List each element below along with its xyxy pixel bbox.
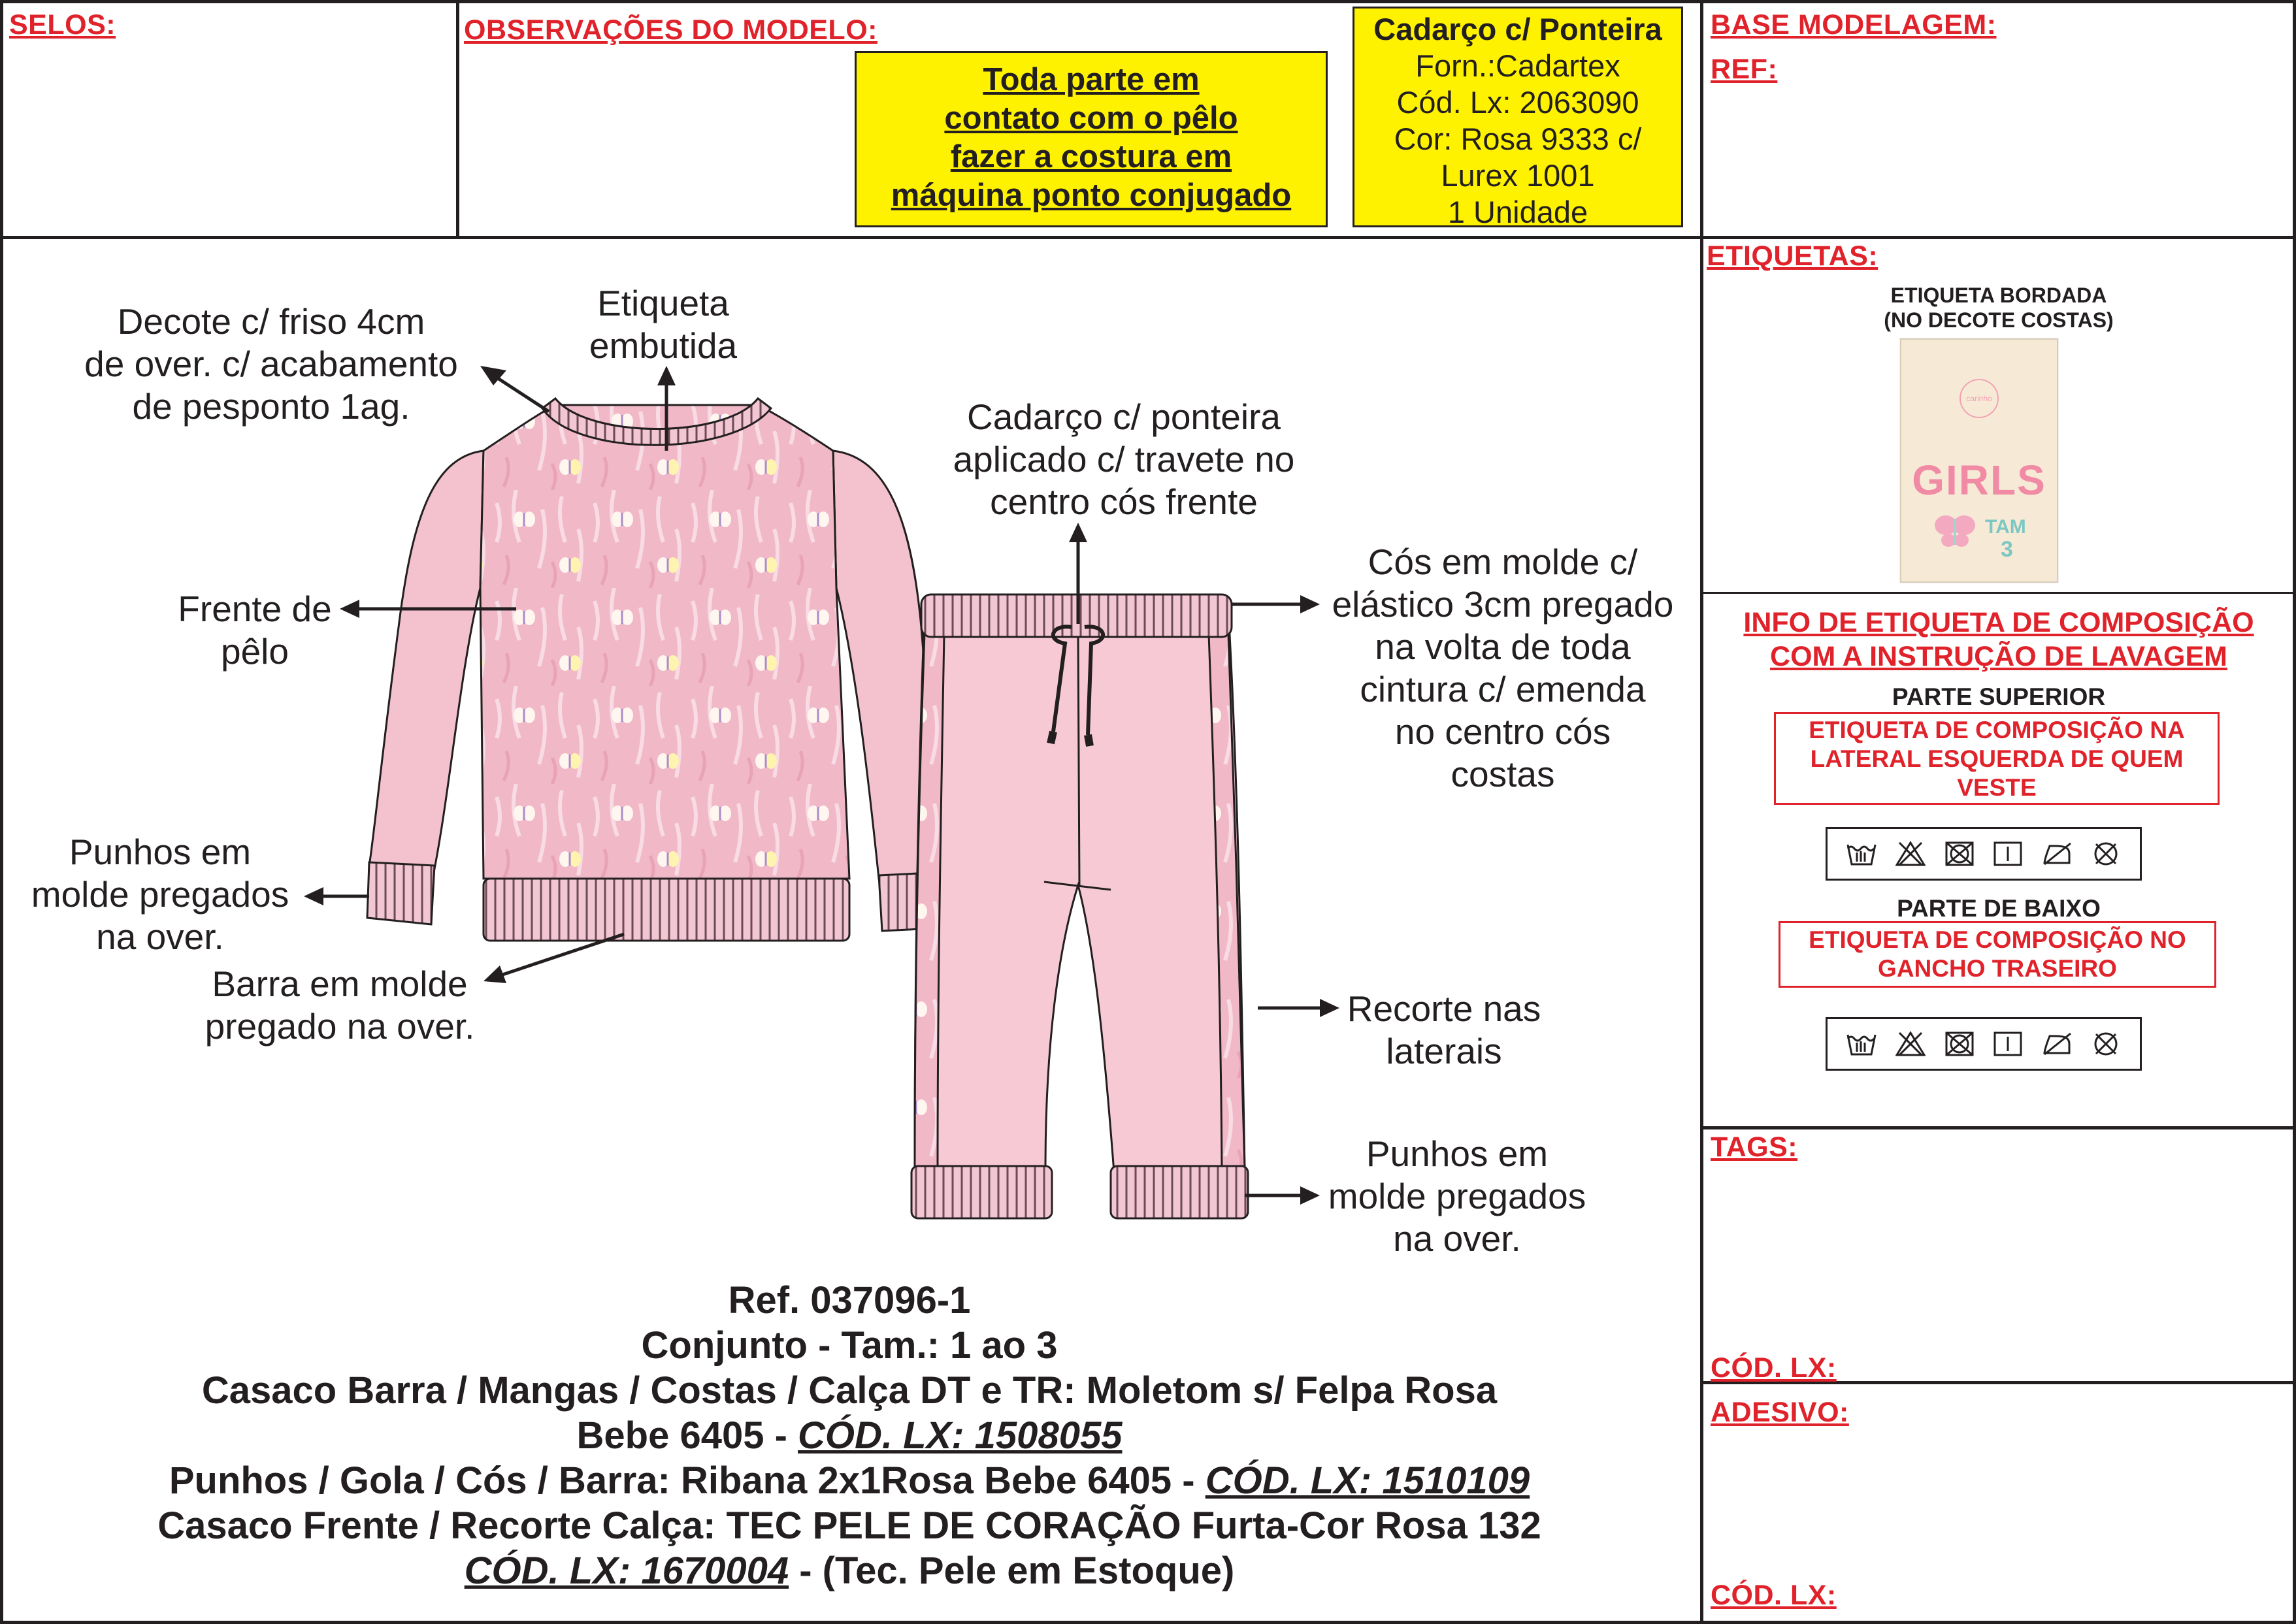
sewing-note-line: fazer a costura em [950, 139, 1232, 174]
iron-low-icon [2042, 1029, 2072, 1059]
recorte-annotation [1326, 988, 1562, 1073]
info-title-line: INFO DE ETIQUETA DE COMPOSIÇÃO [1743, 607, 2254, 638]
line-dry-icon [1993, 1029, 2023, 1059]
cos-line: elástico 3cm pregado [1332, 584, 1674, 625]
punhos-line: na over. [1393, 1218, 1521, 1259]
info-title-line: COM A INSTRUÇÃO DE LAVAGEM [1770, 641, 2227, 672]
punhos-line: molde pregados [31, 874, 289, 915]
label-brand-logo [1960, 379, 1999, 418]
fabric-code: CÓD. LX: 1508055 [798, 1414, 1123, 1457]
fabric-text: Bebe 6405 - [576, 1414, 798, 1457]
cadarco-note-line: aplicado c/ travete no [953, 439, 1295, 479]
no-bleach-icon [1895, 839, 1926, 869]
etiqueta-annotation [549, 282, 778, 367]
recorte-line: Recorte nas [1347, 988, 1541, 1029]
no-dry-clean-icon [2091, 839, 2121, 869]
fabric-code: CÓD. LX: 1510109 [1205, 1459, 1530, 1502]
sweater-left-sleeve [369, 451, 484, 869]
superior-composition-box [1774, 712, 2220, 805]
care-symbols-baixo [1826, 1017, 2142, 1071]
fabric-code: CÓD. LX: 1670004 [464, 1550, 789, 1592]
product-ref: Ref. 037096-1 [728, 1279, 971, 1322]
parte-superior-label: PARTE SUPERIOR [1892, 683, 2106, 710]
cos-line: Cós em molde c/ [1368, 542, 1638, 582]
base-modelagem-label: BASE MODELAGEM: [1711, 9, 1997, 41]
cos-line: costas [1451, 754, 1555, 794]
line-dry-icon [1993, 839, 2023, 869]
decote-annotation [65, 300, 477, 428]
cadarco-line: Cor: Rosa 9333 c/ [1394, 122, 1642, 156]
product-description [13, 1278, 1686, 1593]
label-girls-text: GIRLS [1912, 457, 2046, 504]
cadarco-line: 1 Unidade [1447, 195, 1588, 229]
fabric-line [13, 1458, 1686, 1503]
pants-left-cuff [911, 1166, 1052, 1218]
decote-line: de pesponto 1ag. [132, 386, 410, 427]
caption-line: ETIQUETA BORDADA [1890, 284, 2107, 307]
adesivo-label: ADESIVO: [1711, 1397, 1849, 1428]
frente-line: Frente de [178, 589, 332, 629]
tags-divider [1700, 1126, 2296, 1129]
recorte-line: laterais [1386, 1031, 1502, 1071]
punhos-calca-annotation [1313, 1133, 1601, 1260]
cos-line: no centro cós [1394, 711, 1611, 752]
observacoes-label: OBSERVAÇÕES DO MODELO: [464, 14, 877, 46]
cadarco-line: Cód. Lx: 2063090 [1396, 85, 1639, 120]
iron-low-icon [2042, 839, 2072, 869]
pants-center-seam [1078, 637, 1079, 885]
decote-line: de over. c/ acabamento [84, 344, 458, 384]
cadarco-annotation [895, 396, 1353, 523]
etiqueta-bordada-caption [1707, 283, 2291, 333]
barra-line: Barra em molde [212, 964, 468, 1004]
embroidered-label-image [1900, 338, 2058, 583]
care-symbols-superior [1826, 827, 2142, 881]
fabric-line [13, 1548, 1686, 1593]
label-butterfly-icon [1933, 511, 1978, 553]
barra-line: pregado na over. [205, 1006, 475, 1047]
no-tumble-dry-icon [1944, 1029, 1975, 1059]
sewing-note-line: máquina ponto conjugado [891, 178, 1292, 213]
cadarco-title: Cadarço c/ Ponteira [1373, 12, 1662, 46]
tags-label: TAGS: [1711, 1131, 1798, 1163]
fabric-text: - (Tec. Pele em Estoque) [789, 1550, 1235, 1592]
info-composicao-title [1707, 606, 2291, 674]
etiqueta-line: embutida [589, 325, 738, 366]
cod-lx-tags-label: CÓD. LX: [1711, 1352, 1837, 1384]
cadarco-note-line: Cadarço c/ ponteira [967, 397, 1281, 437]
no-dry-clean-icon [2091, 1029, 2121, 1059]
punhos-line: Punhos em [1366, 1133, 1549, 1174]
no-bleach-icon [1895, 1029, 1926, 1059]
etiqueta-line: Etiqueta [597, 283, 729, 323]
pants-right-cuff [1111, 1166, 1248, 1218]
frente-line: pêlo [221, 631, 289, 672]
label-size-text: 3 [2001, 537, 2013, 562]
frente-annotation [150, 588, 359, 673]
fabric-line [13, 1413, 1686, 1458]
punhos-casaco-annotation [16, 831, 304, 958]
punhos-line: Punhos em [69, 832, 252, 872]
fabric-line: Casaco Barra / Mangas / Costas / Calça DT e TR: Moletom s/ Felpa Rosa [201, 1369, 1498, 1412]
caption-line: (NO DECOTE COSTAS) [1884, 308, 2114, 332]
barra-annotation [183, 963, 497, 1048]
fabric-line: Casaco Frente / Recorte Calça: TEC PELE DE CORAÇÃO Furta-Cor Rosa 132 [157, 1504, 1541, 1547]
wash-30-icon [1846, 839, 1877, 869]
ref-label: REF: [1711, 54, 1778, 85]
cadarco-note-line: centro cós frente [990, 481, 1258, 522]
pants-body [915, 611, 1245, 1173]
baixo-composition-box [1779, 921, 2216, 988]
etiquetas-label: ETIQUETAS: [1707, 240, 1878, 272]
sweater-drawing [367, 398, 947, 941]
composition-line: LATERAL ESQUERDA DE QUEM [1810, 745, 2184, 772]
cadarco-line: Lurex 1001 [1441, 158, 1595, 193]
cos-line: cintura c/ emenda [1360, 669, 1646, 709]
selos-label: SELOS: [9, 9, 116, 41]
info-divider [1700, 592, 2296, 594]
cod-lx-adesivo-label: CÓD. LX: [1711, 1580, 1837, 1611]
decote-line: Decote c/ friso 4cm [117, 301, 425, 342]
label-brand-text: carinho [1966, 394, 1992, 403]
cadarco-line: Forn.:Cadartex [1415, 48, 1620, 83]
no-tumble-dry-icon [1944, 839, 1975, 869]
sewing-note-line: Toda parte em [983, 62, 1200, 97]
composition-line: GANCHO TRASEIRO [1878, 955, 2117, 982]
sweater-hem [484, 879, 849, 941]
product-conjunto: Conjunto - Tam.: 1 ao 3 [641, 1324, 1058, 1367]
punhos-line: na over. [96, 917, 224, 957]
composition-line: ETIQUETA DE COMPOSIÇÃO NA [1809, 717, 2185, 743]
composition-line: VESTE [1957, 774, 2037, 801]
punhos-line: molde pregados [1328, 1176, 1586, 1216]
sewing-note-line: contato com o pêlo [944, 101, 1238, 136]
cos-annotation [1307, 541, 1699, 796]
parte-baixo-label: PARTE DE BAIXO [1897, 895, 2101, 922]
label-tam-text: TAM [1985, 516, 2026, 538]
wash-30-icon [1846, 1029, 1877, 1059]
cos-line: na volta de toda [1375, 626, 1631, 667]
sweater-body-front [480, 405, 849, 879]
sweater-left-cuff [367, 862, 435, 924]
composition-line: ETIQUETA DE COMPOSIÇÃO NO [1809, 926, 2186, 953]
pants-drawing [911, 594, 1248, 1218]
fabric-text: Punhos / Gola / Cós / Barra: Ribana 2x1Rosa Bebe 6405 - [169, 1459, 1205, 1502]
